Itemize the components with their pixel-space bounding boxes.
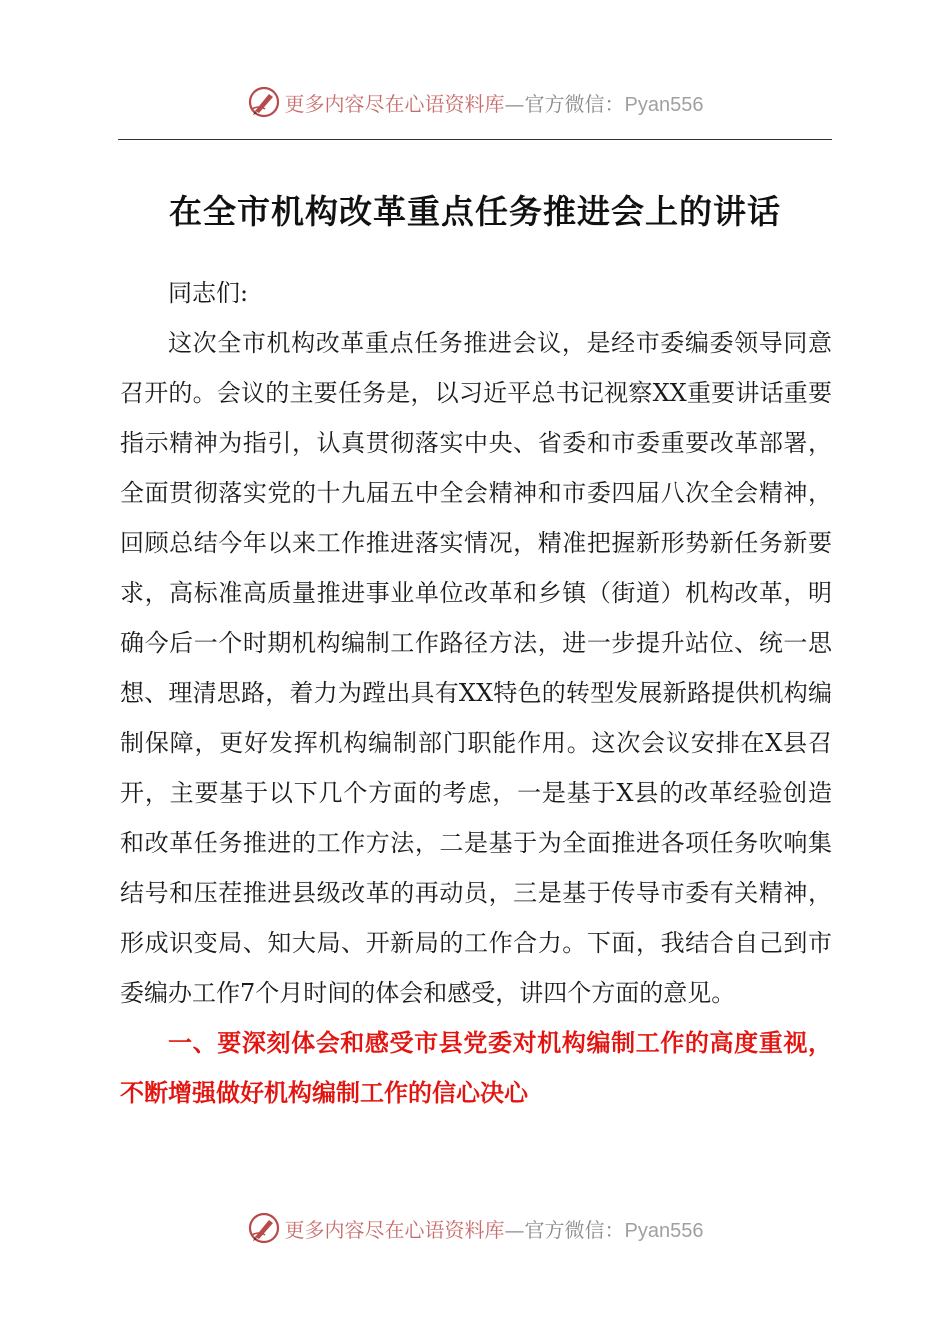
document-body <box>120 268 832 1118</box>
pen-circle-logo-icon <box>247 1211 281 1245</box>
watermark-content <box>247 1211 704 1245</box>
paragraph-1: 这次全市机构改革重点任务推进会议，是经市委编委领导同意召开的。会议的主要任务是，以习近平总书记视察XX重要讲话重要指示精神为指引，认真贯彻落实中央、省委和市委重要改革部署，全面贯彻落实党的十九届五中全会精神和市委四届八次全会精神，回顾总结今年以来工作推进落实情况，精准把握新形势新任务新要求，高标准高质量推进事业单位改革和乡镇（街道）机构改革，明确今后一个时期机构编制工作路径方法，进一步提升站位、统一思想、理清思路，着力为蹚出具有XX特色的转型发展新路提供机构编制保障，更好发挥机构编制部门职能作用。这次会议安排在X县召开，主要基于以下几个方面的考虑，一是基于X县的改革经验创造和改革任务推进的工作方法，二是基于为全面推进各项任务吹响集结号和压茬推进县级改革的再动员，三是基于传导市委有关精神，形成识变局、知大局、开新局的工作合力。下面，我结合自己到市委编办工作7个月时间的体会和感受，讲四个方面的意见。 <box>120 329 832 1007</box>
salutation: 同志们: <box>168 279 249 307</box>
section-heading-1: 一、要深刻体会和感受市县党委对机构编制工作的高度重视，不断增强做好机构编制工作的信心决心 <box>120 1029 832 1107</box>
watermark-content <box>247 85 704 119</box>
pen-circle-logo-icon <box>247 85 281 119</box>
watermark-text: 更多内容尽在心语资料库—官方微信：Pyan556 <box>284 91 704 116</box>
watermark-banner-top <box>0 82 950 122</box>
header-divider <box>118 139 832 140</box>
watermark-text: 更多内容尽在心语资料库—官方微信：Pyan556 <box>284 1217 704 1242</box>
document-title: 在全市机构改革重点任务推进会上的讲话 <box>169 192 781 231</box>
watermark-banner-bottom <box>0 1208 950 1248</box>
